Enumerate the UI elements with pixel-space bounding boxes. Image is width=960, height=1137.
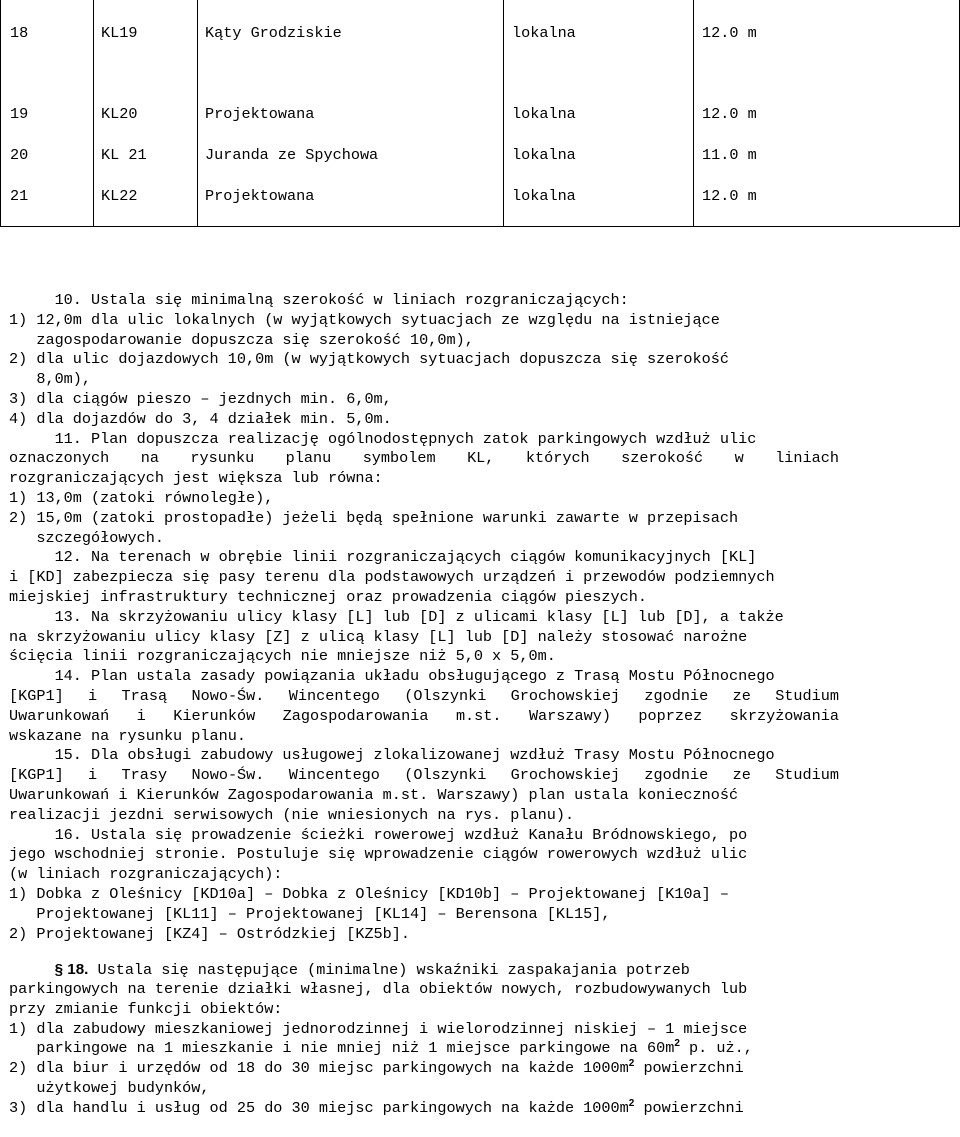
paragraph-12-line: i [KD] zabezpiecza się pasy terenu dla podstawowych urządzeń i przewodów podziemnych <box>9 568 775 587</box>
list-item-line: zagospodarowanie dopuszcza się szerokość 10,0m), <box>9 330 474 349</box>
list-item-line <box>9 1099 839 1119</box>
paragraph-12-line: miejskiej infrastruktury technicznej oraz prowadzenia ciągów pieszych. <box>9 587 647 606</box>
table-cell-width: 11.0 m <box>702 146 757 164</box>
paragraph-11-line: 11. Plan dopuszcza realizację ogólnodostępnych zatok parkingowych wzdłuż ulic <box>9 429 757 448</box>
table-cell-class: lokalna <box>512 146 576 164</box>
superscript: 2 <box>628 1097 635 1109</box>
table-cell-street: Kąty Grodziskie <box>205 24 342 42</box>
paragraph-15-line: 15. Dla obsługi zabudowy usługowej zlokalizowanej wzdłuż Trasy Mostu Północnego <box>9 746 775 765</box>
table-cell-no: 20 <box>10 146 29 164</box>
table-cell-class: lokalna <box>512 24 576 42</box>
paragraph-18-text: Ustala się następujące (minimalne) wskaźniki zaspakajania potrzeb <box>88 961 690 980</box>
paragraph-16-line: 16. Ustala się prowadzenie ścieżki rowerowej wzdłuż Kanału Bródnowskiego, po <box>9 825 748 844</box>
table-cell-symbol: KL20 <box>101 105 138 123</box>
paragraph-16-line: jego wschodniej stronie. Postuluje się wprowadzenie ciągów rowerowych wzdłuż ulic <box>9 845 748 864</box>
paragraph-15-line: [KGP1] i Trasy Nowo-Św. Wincentego (Olszynki Grochowskiej zgodnie ze Studium <box>9 766 839 785</box>
list-item-line: 1) Dobka z Oleśnicy [KD10a] – Dobka z Oleśnicy [KD10b] – Projektowanej [K10a] – <box>9 884 730 903</box>
table-cell-street: Juranda ze Spychowa <box>205 146 379 164</box>
paragraph-14-line: 14. Plan ustala zasady powiązania układu obsługującego z Trasą Mostu Północnego <box>9 667 775 686</box>
list-item-text: parkingowe na 1 mieszkanie i nie mniej niż 1 miejsce parkingowe na 60m <box>9 1039 675 1058</box>
list-item-line <box>9 1059 839 1079</box>
superscript: 2 <box>628 1058 635 1070</box>
list-item-line <box>9 1039 839 1059</box>
table-cell-symbol: KL22 <box>101 187 138 205</box>
list-item-text: powierzchni <box>634 1098 744 1117</box>
list-item-line: szczegółowych. <box>9 528 164 547</box>
list-item-line: Projektowanej [KL11] – Projektowanej [KL14] – Berensona [KL15], <box>9 904 611 923</box>
table-cell-no: 21 <box>10 187 29 205</box>
table-cell-width: 12.0 m <box>702 187 757 205</box>
paragraph-12-line: 12. Na terenach w obrębie linii rozgraniczających ciągów komunikacyjnych [KL] <box>9 548 757 567</box>
table-cell-symbol: KL19 <box>101 24 138 42</box>
paragraph-13-line: na skrzyżowaniu ulicy klasy [Z] z ulicą klasy [L] lub [D] należy stosować narożne <box>9 627 748 646</box>
paragraph-13-line: 13. Na skrzyżowaniu ulicy klasy [L] lub [D] z ulicami klasy [L] lub [D], a także <box>9 607 784 626</box>
paragraph-16-line: (w liniach rozgraniczających): <box>9 865 283 884</box>
list-item-line: 2) Projektowanej [KZ4] – Ostródzkiej [KZ5b]. <box>9 924 411 943</box>
list-item-line: 2) 15,0m (zatoki prostopadłe) jeżeli będą spełnione warunki zawarte w przepisach <box>9 508 739 527</box>
table-cell-width: 12.0 m <box>702 24 757 42</box>
list-item-text: 3) dla handlu i usług od 25 do 30 miejsc parkingowych na każde 1000m <box>9 1098 629 1117</box>
paragraph-18-line <box>9 960 839 980</box>
paragraph-14-line: wskazane na rysunku planu. <box>9 726 246 745</box>
list-item-line: 1) 13,0m (zatoki równoległe), <box>9 488 274 507</box>
table-cell-class: lokalna <box>512 187 576 205</box>
table-cell-no: 19 <box>10 105 29 123</box>
document-body <box>9 291 839 1119</box>
paragraph-14-line: [KGP1] i Trasą Nowo-Św. Wincentego (Olszynki Grochowskiej zgodnie ze Studium <box>9 686 839 705</box>
paragraph-14-line: Uwarunkowań i Kierunków Zagospodarowania m.st. Warszawy) poprzez skrzyżowania <box>9 706 839 725</box>
list-item-text: p. uż., <box>679 1039 753 1058</box>
list-item-line: użytkowej budynków, <box>9 1079 210 1098</box>
paragraph-11-line: rozgraniczających jest większa lub równa: <box>9 469 383 488</box>
table-row <box>0 104 960 124</box>
list-item-line: 2) dla ulic dojazdowych 10,0m (w wyjątkowych sytuacjach dopuszcza się szerokość <box>9 350 730 369</box>
paragraph-18-line: przy zmianie funkcji obiektów: <box>9 999 283 1018</box>
paragraph-gap <box>9 944 839 960</box>
paragraph-18-line: parkingowych na terenie działki własnej, dla obiektów nowych, rozbudowywanych lub <box>9 980 748 999</box>
table-row <box>0 145 960 165</box>
list-item-line: 1) dla zabudowy mieszkaniowej jednorodzinnej i wielorodzinnej niskiej – 1 miejsce <box>9 1019 748 1038</box>
table-border-bottom <box>0 226 960 227</box>
paragraph-11-line: oznaczonych na rysunku planu symbolem KL, których szerokość w liniach <box>9 449 839 468</box>
superscript: 2 <box>674 1038 680 1050</box>
list-item-text: powierzchni <box>634 1059 744 1078</box>
table-cell-class: lokalna <box>512 105 576 123</box>
table-cell-street: Projektowana <box>205 105 315 123</box>
paragraph-15-line: realizacji jezdni serwisowych (nie wniesionych na rys. planu). <box>9 805 575 824</box>
section-18-mark: § 18. <box>54 961 89 979</box>
list-item-line: 3) dla ciągów pieszo – jezdnych min. 6,0m, <box>9 389 392 408</box>
table-row <box>0 23 960 43</box>
table-cell-no: 18 <box>10 24 29 42</box>
table-cell-symbol: KL 21 <box>101 146 147 164</box>
list-item-line: 4) dla dojazdów do 3, 4 działek min. 5,0m. <box>9 409 392 428</box>
table-cell-street: Projektowana <box>205 187 315 205</box>
list-item-line: 8,0m), <box>9 370 92 389</box>
list-item-line: 1) 12,0m dla ulic lokalnych (w wyjątkowych sytuacjach ze względu na istniejące <box>9 310 720 329</box>
paragraph-15-line: Uwarunkowań i Kierunków Zagospodarowania m.st. Warszawy) plan ustala konieczność <box>9 785 739 804</box>
paragraph-10-line: 10. Ustala się minimalną szerokość w liniach rozgraniczających: <box>9 291 629 309</box>
paragraph-13-line: ścięcia linii rozgraniczających nie mniejsze niż 5,0 x 5,0m. <box>9 647 556 666</box>
table-cell-width: 12.0 m <box>702 105 757 123</box>
list-item-text: 2) dla biur i urzędów od 18 do 30 miejsc parkingowych na każde 1000m <box>9 1059 629 1078</box>
table-row <box>0 186 960 206</box>
